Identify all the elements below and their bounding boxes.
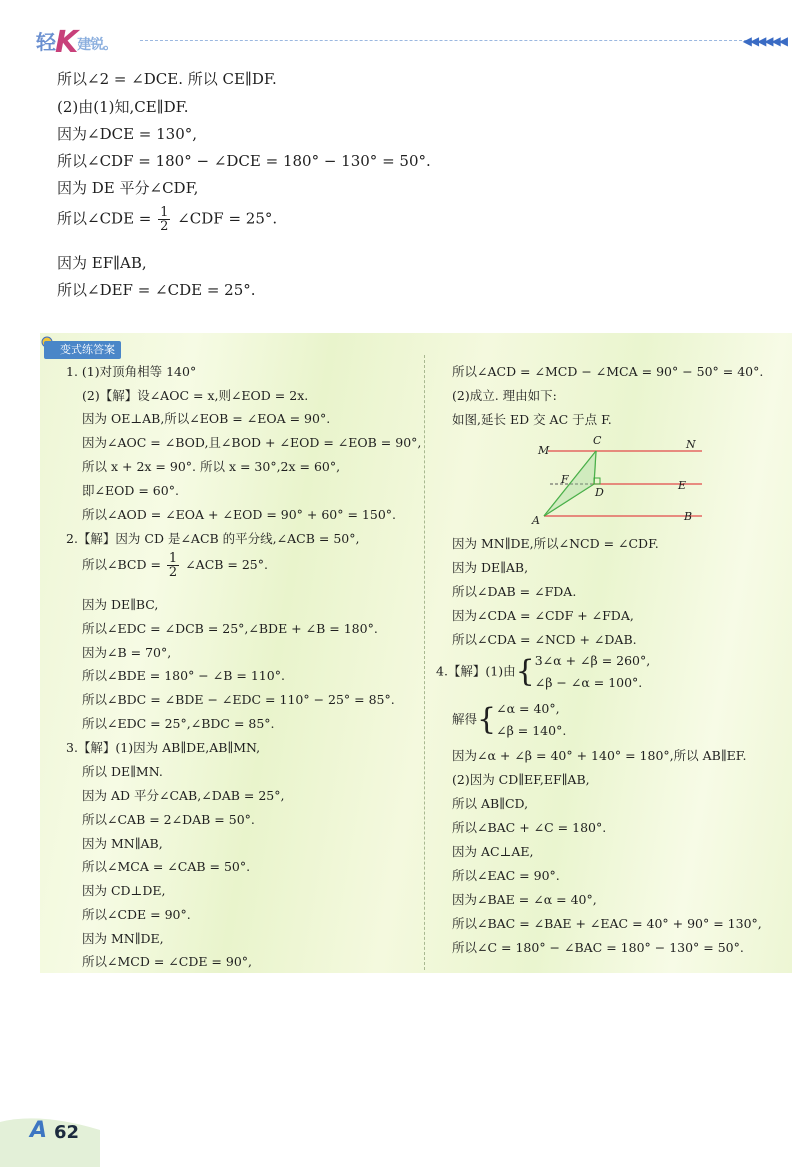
system-of-equations: 4.【解】(1)由{ 3∠α + ∠β = 260°, ∠β − ∠α = 100°. xyxy=(436,653,651,690)
answer-line: 所以∠CDA = ∠NCD + ∠DAB. xyxy=(452,632,637,647)
page-number: 62 xyxy=(54,1122,80,1143)
answer-line: 所以∠C = 180° − ∠BAC = 180° − 130° = 50°. xyxy=(452,940,744,955)
answer-line: 所以∠BDC = ∠BDE − ∠EDC = 110° − 25° = 85°. xyxy=(82,692,395,707)
answer-line: 因为 DE∥BC, xyxy=(82,597,159,612)
column-divider xyxy=(424,355,425,970)
label-n: N xyxy=(686,438,696,451)
answer-line: 因为 MN∥DE, xyxy=(82,931,164,946)
answer-line: 所以 AB∥CD, xyxy=(452,796,529,811)
solution-line: 因为 EF∥AB, xyxy=(57,254,147,272)
solution-line: 所以∠CDF = 180° − ∠DCE = 180° − 130° = 50°. xyxy=(57,152,431,170)
answer-line: 因为∠BAE = ∠α = 40°, xyxy=(452,892,597,907)
solution-line: 因为 DE 平分∠CDF, xyxy=(57,179,199,197)
answer-line: 3.【解】(1)因为 AB∥DE,AB∥MN, xyxy=(66,740,261,755)
brace: { xyxy=(515,654,535,689)
solution-system: 解得{ ∠α = 40°, ∠β = 140°. xyxy=(452,701,567,738)
label-d: D xyxy=(595,486,604,499)
answer-line: 所以 x + 2x = 90°. 所以 x = 30°,2x = 60°, xyxy=(82,459,341,474)
label-m: M xyxy=(538,444,550,457)
geometry-diagram xyxy=(530,432,710,528)
answer-line: 所以∠BDE = 180° − ∠B = 110°. xyxy=(82,668,285,683)
answer-line: (2)成立. 理由如下: xyxy=(452,388,557,403)
answer-line: 1. (1)对顶角相等 140° xyxy=(66,364,197,379)
answer-line: 因为∠AOC = ∠BOD,且∠BOD + ∠EOD = ∠EOB = 90°, xyxy=(82,435,422,450)
solution-line: 因为∠DCE = 130°, xyxy=(57,125,198,143)
answer-line-fraction: 所以∠BCD = $\frac{1}{2}$ ∠ACB = 25°. xyxy=(82,551,268,580)
answer-line: 所以∠MCD = ∠CDE = 90°, xyxy=(82,954,253,969)
answer-line: 所以∠MCA = ∠CAB = 50°. xyxy=(82,859,251,874)
solution-line: 所以∠2 = ∠DCE. 所以 CE∥DF. xyxy=(57,70,277,88)
answer-line: 因为 MN∥AB, xyxy=(82,836,163,851)
fraction: $\frac{1}{2}$ xyxy=(168,551,178,580)
answer-line: 2.【解】因为 CD 是∠ACB 的平分线,∠ACB = 50°, xyxy=(66,531,360,546)
answer-line: 即∠EOD = 60°. xyxy=(82,483,179,498)
answer-line: 所以∠BAC + ∠C = 180°. xyxy=(452,820,607,835)
answer-line: 所以∠AOD = ∠EOA + ∠EOD = 90° + 60° = 150°. xyxy=(82,507,397,522)
answer-line: 因为∠B = 70°, xyxy=(82,645,172,660)
solution-line-fraction: 所以∠CDE = $\frac{1}{2}$ ∠CDF = 25°. xyxy=(57,205,278,234)
answer-line: 所以∠EDC = 25°,∠BDC = 85°. xyxy=(82,716,275,731)
answer-line: 所以∠DAB = ∠FDA. xyxy=(452,584,577,599)
solution-line: (2)由(1)知,CE∥DF. xyxy=(57,98,189,116)
answer-line: 所以∠BAC = ∠BAE + ∠EAC = 40° + 90° = 130°, xyxy=(452,916,762,931)
answer-line: 如图,延长 ED 交 AC 于点 F. xyxy=(452,412,612,427)
answer-line: 因为∠CDA = ∠CDF + ∠FDA, xyxy=(452,608,634,623)
label-e: E xyxy=(678,479,687,492)
header-divider xyxy=(140,40,752,41)
page-letter-logo: A xyxy=(30,1118,48,1143)
fraction: $\frac{1}{2}$ xyxy=(160,205,169,234)
brand-logo: 轻K建锐。 xyxy=(36,25,117,60)
answer-line: 所以∠EDC = ∠DCB = 25°,∠BDE + ∠B = 180°. xyxy=(82,621,378,636)
answer-line: 所以∠CDE = 90°. xyxy=(82,907,191,922)
answer-line: 所以 DE∥MN. xyxy=(82,764,163,779)
answer-line: 因为∠α + ∠β = 40° + 140° = 180°,所以 AB∥EF. xyxy=(452,748,747,763)
answer-line: 因为 OE⊥AB,所以∠EOB = ∠EOA = 90°. xyxy=(82,411,331,426)
panel-tag: 变式练答案 xyxy=(44,341,121,359)
answer-line: 所以∠ACD = ∠MCD − ∠MCA = 90° − 50° = 40°. xyxy=(452,364,764,379)
answer-line: 因为 AC⊥AE, xyxy=(452,844,534,859)
answer-line: 所以∠EAC = 90°. xyxy=(452,868,560,883)
answer-line: 因为 MN∥DE,所以∠NCD = ∠CDF. xyxy=(452,536,659,551)
answer-line: (2)因为 CD∥EF,EF∥AB, xyxy=(452,772,590,787)
label-c: C xyxy=(593,434,602,447)
answer-line: 因为 AD 平分∠CAB,∠DAB = 25°, xyxy=(82,788,285,803)
label-a: A xyxy=(532,514,540,527)
page-header xyxy=(0,0,800,60)
header-arrows-icon: ◀◀◀◀◀◀ xyxy=(742,34,786,48)
answer-line: 因为 DE∥AB, xyxy=(452,560,529,575)
answer-line: 因为 CD⊥DE, xyxy=(82,883,166,898)
label-f: F xyxy=(561,473,569,486)
label-b: B xyxy=(684,510,693,523)
answer-line: 所以∠CAB = 2∠DAB = 50°. xyxy=(82,812,255,827)
brace: { xyxy=(477,702,497,737)
answer-line: (2)【解】设∠AOC = x,则∠EOD = 2x. xyxy=(82,388,309,403)
solution-line: 所以∠DEF = ∠CDE = 25°. xyxy=(57,281,256,299)
